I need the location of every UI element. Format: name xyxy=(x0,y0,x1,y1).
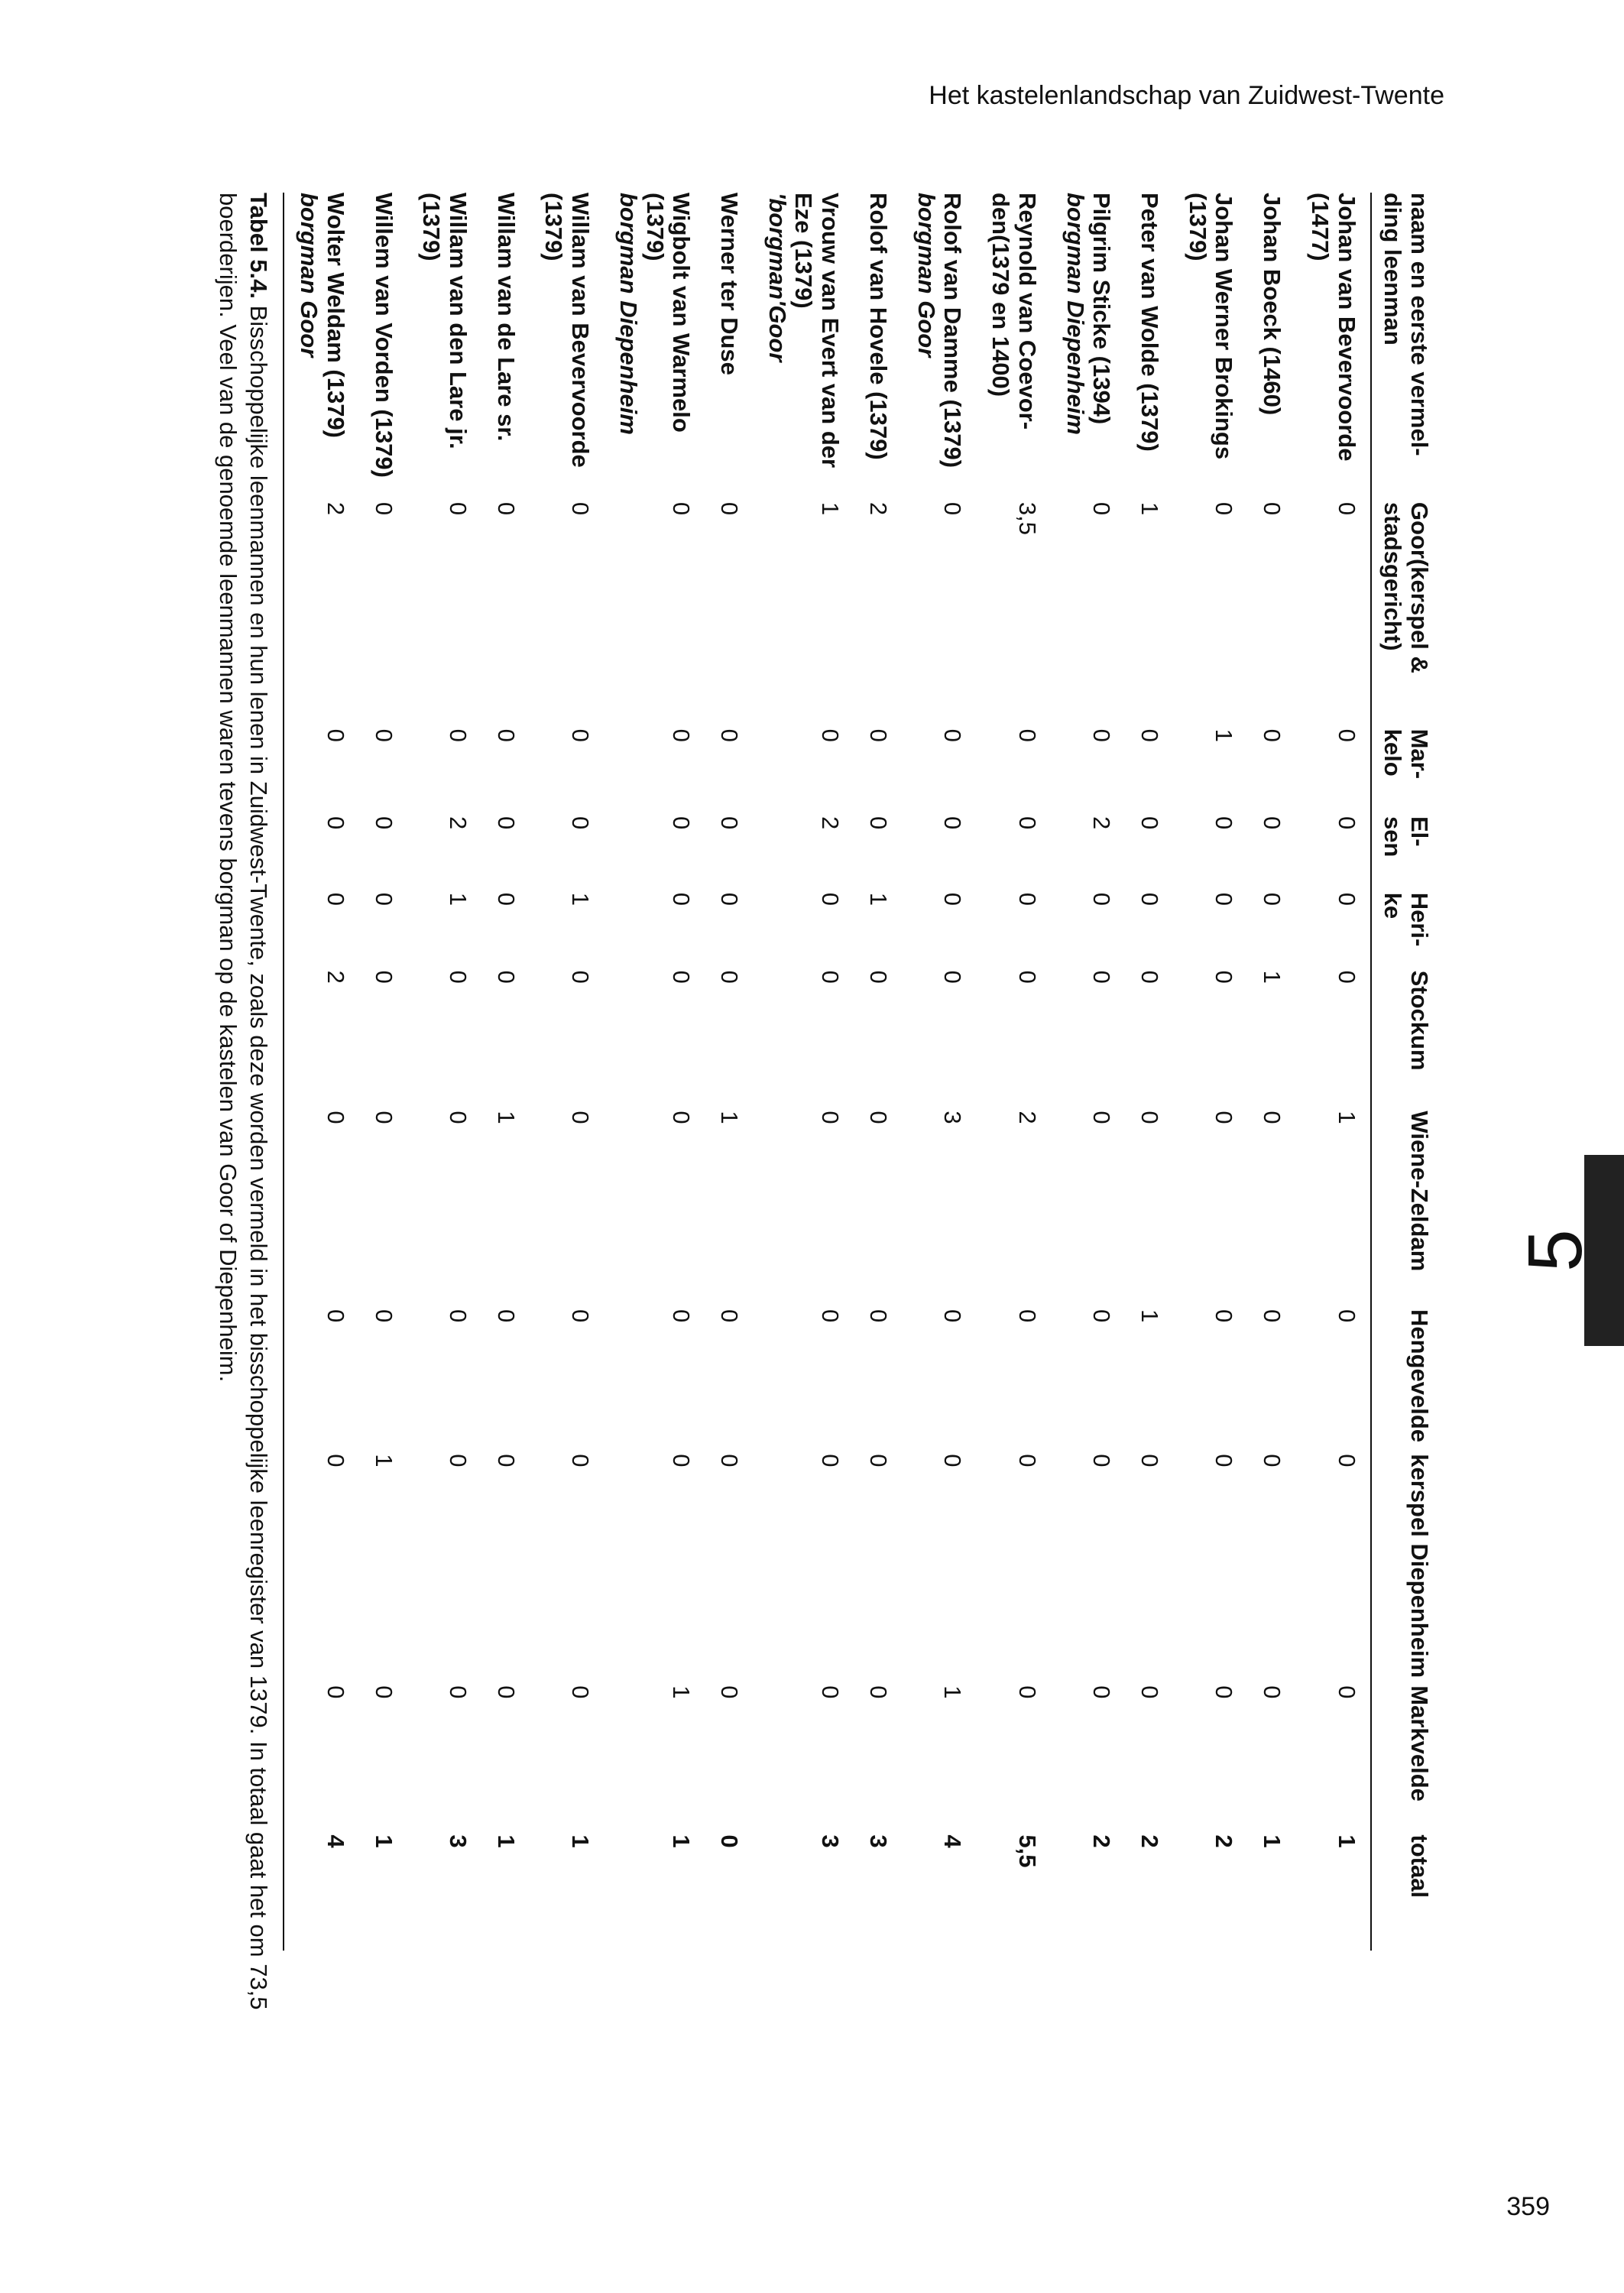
leenman-name: Rolof van Hovele (1379) xyxy=(864,193,892,460)
table-row xyxy=(604,193,705,1951)
value-cell: 0 xyxy=(1333,970,1360,984)
value-cell: 0 xyxy=(1211,892,1238,906)
value-cell: 0 xyxy=(370,892,397,906)
value-cell: 0 xyxy=(939,816,967,830)
value-cell: 0 xyxy=(370,501,397,516)
leenman-name: Werner ter Duse xyxy=(716,193,744,375)
value-cell: 0 xyxy=(716,1309,744,1323)
value-cell: 0 xyxy=(567,1454,595,1468)
total-cell: 4 xyxy=(939,1834,967,1848)
value-cell: 0 xyxy=(567,728,595,742)
value-cell: 2 xyxy=(284,971,358,1111)
value-cell: 1 xyxy=(1333,1111,1360,1124)
column-header: Hengevelde xyxy=(1371,1309,1437,1454)
table-row xyxy=(705,193,753,1951)
table-header-row xyxy=(1371,193,1437,1951)
value-cell: 0 xyxy=(492,1685,520,1699)
value-cell: 0 xyxy=(716,816,744,830)
value-cell: 1 xyxy=(1136,1309,1163,1323)
value-cell: 0 xyxy=(370,1309,397,1323)
value-cell: 0 xyxy=(445,1309,472,1323)
value-cell: 0 xyxy=(1259,1111,1286,1124)
value-cell: 1 xyxy=(668,1685,695,1699)
value-cell: 0 xyxy=(817,1309,844,1323)
value-cell: 0 xyxy=(1259,1685,1286,1699)
value-cell: 0 xyxy=(445,501,472,516)
value-cell: 1 xyxy=(1259,970,1286,984)
value-cell: 0 xyxy=(864,1454,892,1468)
leenman-name: Vrouw van Evert van der Eze (1379) xyxy=(790,193,844,469)
value-cell: 0 xyxy=(716,728,744,742)
value-cell: 0 xyxy=(1259,1309,1286,1323)
value-cell: 0 xyxy=(370,1111,397,1124)
value-cell: 0 xyxy=(864,816,892,830)
value-cell: 0 xyxy=(284,816,358,893)
value-cell: 0 xyxy=(1211,501,1238,516)
column-header: kerspel Diepenheim xyxy=(1371,1454,1437,1685)
value-cell: 0 xyxy=(567,501,595,516)
total-cell: 3 xyxy=(445,1834,472,1848)
value-cell: 2 xyxy=(445,816,472,830)
value-cell: 0 xyxy=(668,816,695,830)
value-cell: 1 xyxy=(939,1685,967,1699)
value-cell: 0 xyxy=(1211,1309,1238,1323)
leenman-name-cell xyxy=(854,193,902,502)
column-header: El-sen xyxy=(1371,816,1437,893)
table-caption xyxy=(212,193,274,2119)
table-row xyxy=(1247,193,1295,1951)
value-cell: 0 xyxy=(817,892,844,906)
leenman-name-cell xyxy=(407,193,481,502)
total-cell: 2 xyxy=(1211,1834,1238,1848)
value-cell: 0 xyxy=(864,1685,892,1699)
leenman-name: Wolter Weldam (1379) xyxy=(322,193,349,439)
value-cell: 0 xyxy=(1333,728,1360,742)
table-row xyxy=(1295,193,1370,1951)
value-cell: 0 xyxy=(1333,501,1360,516)
value-cell: 0 xyxy=(567,1111,595,1124)
value-cell: 0 xyxy=(939,501,967,516)
value-cell: 0 xyxy=(370,1685,397,1699)
value-cell: 1 xyxy=(370,1454,397,1468)
value-cell: 1 xyxy=(492,1111,520,1124)
total-cell: 2 xyxy=(1088,1834,1116,1848)
column-header: Goor(kerspel & stadsgericht) xyxy=(1371,502,1437,729)
value-cell: 1 xyxy=(716,1111,744,1124)
running-header: Het kastelenlandschap van Zuidwest-Twente xyxy=(929,81,1444,110)
table-row xyxy=(753,193,854,1951)
value-cell: 1 xyxy=(445,892,472,906)
value-cell: 0 xyxy=(370,728,397,742)
value-cell: 0 xyxy=(1013,970,1041,984)
table-row xyxy=(1125,193,1173,1951)
value-cell: 0 xyxy=(864,728,892,742)
value-cell: 0 xyxy=(1333,1685,1360,1699)
value-cell: 0 xyxy=(1088,1111,1116,1124)
leenman-name-cell xyxy=(1125,193,1173,502)
value-cell: 0 xyxy=(1211,1454,1238,1468)
leenman-name: Rolof van Damme (1379) xyxy=(939,193,967,469)
value-cell: 0 xyxy=(1088,970,1116,984)
value-cell: 0 xyxy=(284,1454,358,1685)
value-cell: 0 xyxy=(716,970,744,984)
value-cell: 0 xyxy=(284,893,358,971)
value-cell: 0 xyxy=(939,970,967,984)
table-row xyxy=(902,193,976,1951)
value-cell: 0 xyxy=(1088,892,1116,906)
total-cell: 1 xyxy=(1259,1834,1286,1848)
borgman-note: borgman Diepenheim xyxy=(1062,193,1089,435)
value-cell: 0 xyxy=(1211,816,1238,830)
value-cell: 0 xyxy=(445,728,472,742)
value-cell: 0 xyxy=(939,1309,967,1323)
chapter-number: 5 xyxy=(1512,1229,1598,1272)
value-cell: 0 xyxy=(668,1309,695,1323)
table-row xyxy=(1051,193,1125,1951)
value-cell: 1 xyxy=(1211,728,1238,742)
value-cell: 0 xyxy=(492,816,520,830)
value-cell: 0 xyxy=(668,892,695,906)
value-cell: 0 xyxy=(817,1111,844,1124)
leenman-name: Johan van Bevervoorde (1477) xyxy=(1306,193,1360,462)
value-cell: 0 xyxy=(864,1309,892,1323)
value-cell: 0 xyxy=(668,501,695,516)
value-cell: 0 xyxy=(939,892,967,906)
total-cell: 1 xyxy=(1333,1834,1360,1848)
caption-text: Bisschoppelijke leenmannen en hun lenen in Zuidwest-Twente, zoals deze worden vermeld in het bisschoppelijke leenregister van 1379. In totaal gaat het om 73,5 boerderijen. Veel van de genoemde leenmannen waren tevens borgman op de kastelen van Goor of Diepenheim. xyxy=(214,193,273,2010)
value-cell: 0 xyxy=(445,970,472,984)
borgman-note: borgman Goor xyxy=(296,193,323,358)
total-cell: 0 xyxy=(716,1834,744,1848)
value-cell: 0 xyxy=(1136,728,1163,742)
value-cell: 0 xyxy=(1136,1454,1163,1468)
value-cell: 0 xyxy=(1088,1685,1116,1699)
leenman-name: Peter van Wolde (1379) xyxy=(1136,193,1163,452)
table-row xyxy=(481,193,530,1951)
leenman-name-cell xyxy=(705,193,753,502)
column-header: naam en eerste vermel-ding leenman xyxy=(1371,193,1437,502)
value-cell: 0 xyxy=(817,1685,844,1699)
value-cell: 0 xyxy=(492,501,520,516)
value-cell: 1 xyxy=(864,892,892,906)
value-cell: 0 xyxy=(567,1685,595,1699)
value-cell: 0 xyxy=(492,970,520,984)
value-cell: 0 xyxy=(1088,1454,1116,1468)
leenman-name: Reynold van Coevor-den(1379 en 1400) xyxy=(987,193,1041,430)
value-cell: 0 xyxy=(668,1454,695,1468)
total-cell: 4 xyxy=(284,1834,358,1951)
fief-holders-table xyxy=(283,193,1437,1951)
value-cell: 0 xyxy=(1088,728,1116,742)
value-cell: 0 xyxy=(1259,892,1286,906)
value-cell: 0 xyxy=(864,970,892,984)
value-cell: 0 xyxy=(1259,816,1286,830)
value-cell: 0 xyxy=(567,816,595,830)
leenman-name: Wigbolt van Warmelo (1379) xyxy=(641,193,695,433)
value-cell: 0 xyxy=(284,729,358,816)
leenman-name-cell xyxy=(1051,193,1125,502)
value-cell: 0 xyxy=(817,1454,844,1468)
leenman-name-cell xyxy=(604,193,705,502)
value-cell: 3 xyxy=(939,1111,967,1124)
table-row xyxy=(407,193,481,1951)
leenman-name-cell xyxy=(359,193,407,502)
value-cell: 2 xyxy=(864,501,892,516)
table-row xyxy=(976,193,1050,1951)
column-header: Mar-kelo xyxy=(1371,729,1437,816)
value-cell: 2 xyxy=(1013,1111,1041,1124)
leenman-name: Pilgrim Sticke (1394) xyxy=(1088,193,1116,425)
value-cell: 2 xyxy=(817,816,844,830)
total-cell: 5,5 xyxy=(1013,1834,1041,1868)
leenman-name: Willam van Bevervoorde (1379) xyxy=(540,193,595,468)
value-cell: 0 xyxy=(668,970,695,984)
value-cell: 0 xyxy=(864,1111,892,1124)
value-cell: 0 xyxy=(1333,816,1360,830)
value-cell: 0 xyxy=(817,970,844,984)
value-cell: 0 xyxy=(445,1111,472,1124)
value-cell: 0 xyxy=(1136,970,1163,984)
column-header: Heri-ke xyxy=(1371,893,1437,971)
leenman-name-cell xyxy=(1247,193,1295,502)
total-cell: 1 xyxy=(668,1834,695,1848)
value-cell: 0 xyxy=(1259,501,1286,516)
table-body xyxy=(284,193,1370,1951)
value-cell: 0 xyxy=(1013,892,1041,906)
value-cell: 0 xyxy=(1333,1309,1360,1323)
borgman-note: borgman Goor xyxy=(912,193,940,358)
value-cell: 0 xyxy=(668,1111,695,1124)
value-cell: 0 xyxy=(1013,1685,1041,1699)
value-cell: 0 xyxy=(445,1685,472,1699)
page-number: 359 xyxy=(1506,2192,1550,2221)
value-cell: 0 xyxy=(1088,1309,1116,1323)
value-cell: 0 xyxy=(1136,1111,1163,1124)
caption-label: Tabel 5.4. xyxy=(245,193,273,299)
value-cell: 0 xyxy=(1013,1454,1041,1468)
rotated-table-block xyxy=(199,193,1437,2203)
value-cell: 1 xyxy=(1136,501,1163,516)
column-header: totaal xyxy=(1371,1834,1437,1951)
total-cell: 2 xyxy=(1136,1834,1163,1848)
value-cell: 0 xyxy=(492,1309,520,1323)
value-cell: 0 xyxy=(716,1454,744,1468)
column-header: Markvelde xyxy=(1371,1685,1437,1834)
total-cell: 3 xyxy=(817,1834,844,1848)
value-cell: 0 xyxy=(492,1454,520,1468)
table-row xyxy=(530,193,604,1951)
value-cell: 0 xyxy=(1088,501,1116,516)
column-header: Stockum xyxy=(1371,971,1437,1111)
value-cell: 0 xyxy=(1333,1454,1360,1468)
leenman-name-cell xyxy=(1295,193,1370,502)
value-cell: 0 xyxy=(716,892,744,906)
value-cell: 0 xyxy=(817,728,844,742)
value-cell: 0 xyxy=(1259,728,1286,742)
value-cell: 2 xyxy=(284,502,358,729)
value-cell: 0 xyxy=(1013,1309,1041,1323)
value-cell: 0 xyxy=(284,1111,358,1309)
table-row xyxy=(1173,193,1247,1951)
value-cell: 1 xyxy=(567,892,595,906)
value-cell: 0 xyxy=(370,816,397,830)
value-cell: 0 xyxy=(492,728,520,742)
value-cell: 0 xyxy=(1211,970,1238,984)
value-cell: 0 xyxy=(1136,892,1163,906)
value-cell: 0 xyxy=(284,1685,358,1834)
value-cell: 0 xyxy=(492,892,520,906)
borgman-note: 'borgman'Goor xyxy=(763,193,791,362)
value-cell: 1 xyxy=(817,501,844,516)
table-row xyxy=(284,193,358,1951)
leenman-name-cell xyxy=(902,193,976,502)
total-cell: 1 xyxy=(567,1834,595,1848)
leenman-name: Johan Werner Brokings (1379) xyxy=(1184,193,1238,460)
value-cell: 0 xyxy=(668,728,695,742)
leenman-name-cell xyxy=(481,193,530,502)
table-row xyxy=(854,193,902,1951)
value-cell: 0 xyxy=(939,728,967,742)
total-cell: 3 xyxy=(864,1834,892,1848)
total-cell: 1 xyxy=(370,1834,397,1848)
leenman-name-cell xyxy=(976,193,1050,502)
leenman-name: Willam van de Lare sr. xyxy=(492,193,520,442)
value-cell: 0 xyxy=(1211,1111,1238,1124)
value-cell: 0 xyxy=(939,1454,967,1468)
leenman-name: Willem van Vorden (1379) xyxy=(370,193,397,478)
leenman-name-cell xyxy=(530,193,604,502)
value-cell: 0 xyxy=(284,1309,358,1454)
leenman-name: Johan Boeck (1460) xyxy=(1259,193,1286,416)
value-cell: 0 xyxy=(1136,1685,1163,1699)
value-cell: 0 xyxy=(1333,892,1360,906)
value-cell: 0 xyxy=(567,1309,595,1323)
value-cell: 0 xyxy=(716,501,744,516)
value-cell: 0 xyxy=(1013,816,1041,830)
value-cell: 3,5 xyxy=(1013,501,1041,536)
value-cell: 2 xyxy=(1088,816,1116,830)
leenman-name-cell xyxy=(1173,193,1247,502)
value-cell: 0 xyxy=(1013,728,1041,742)
value-cell: 0 xyxy=(370,970,397,984)
value-cell: 0 xyxy=(1136,816,1163,830)
value-cell: 0 xyxy=(1211,1685,1238,1699)
value-cell: 0 xyxy=(567,970,595,984)
leenman-name-cell xyxy=(753,193,854,502)
value-cell: 0 xyxy=(1259,1454,1286,1468)
total-cell: 1 xyxy=(492,1834,520,1848)
table-row xyxy=(359,193,407,1951)
leenman-name-cell xyxy=(284,193,358,502)
value-cell: 0 xyxy=(445,1454,472,1468)
leenman-name: Willam van den Lare jr.(1379) xyxy=(418,193,472,449)
value-cell: 0 xyxy=(716,1685,744,1699)
borgman-note: borgman Diepenheim xyxy=(614,193,642,435)
column-header: Wiene-Zeldam xyxy=(1371,1111,1437,1309)
